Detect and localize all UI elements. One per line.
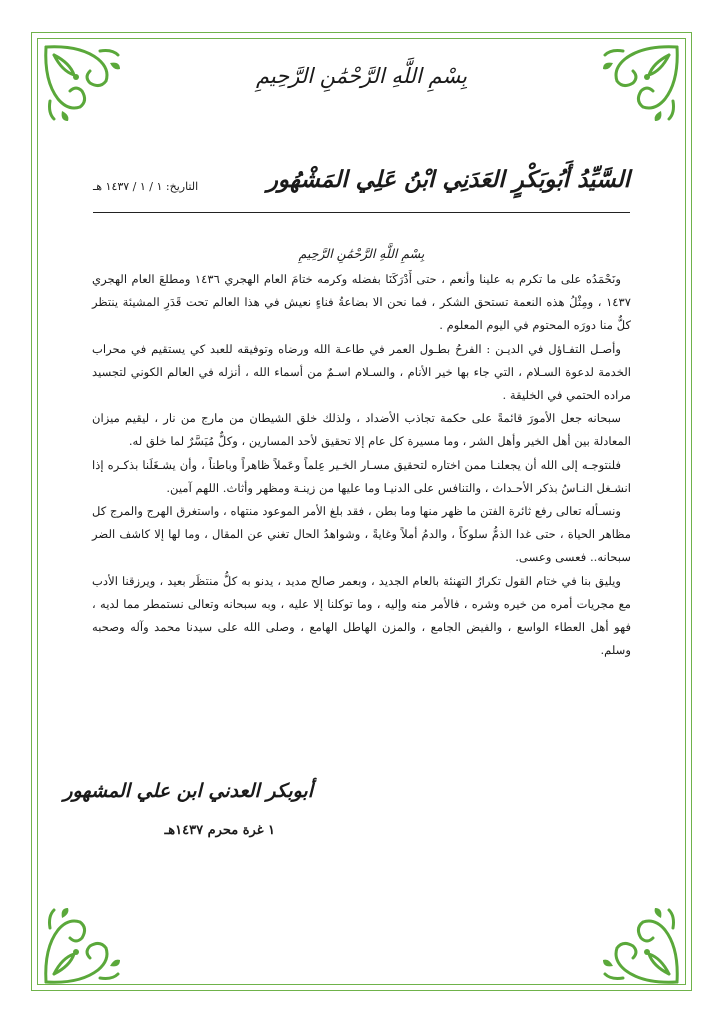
signature-date: ١ غرة محرم ١٤٣٧هـ	[164, 823, 275, 838]
letterhead	[93, 160, 630, 213]
basmala-heading: بِسْمِ اللَّهِ الرَّحْمَٰنِ الرَّحِيمِ	[255, 64, 468, 88]
basmala-small: بِسْمِ اللَّهِ الرَّحْمَٰنِ الرَّحِيمِ	[298, 246, 425, 261]
paragraph: وأصـل التفـاؤل في الديـن : الفرحُ بطـول العمر في طاعـة الله ورضاه وتوفيقه للعبد كي يستقيم في محراب الخدمة لدعوة السـلام ، التي جاء بها خير الأنام ، والسـلام اسـمٌ من أسماء الله ، أنزله في العالم الكوني لتجسيد مراده الحتمي في الخليقة .	[92, 341, 631, 402]
paragraph: سبحانه جعل الأمورَ قائمةً على حكمة تجاذب الأضداد ، ولذلك خلق الشيطان من مارج من نار ، ليقيم ميزان المعادلة بين أهل الخير وأهل الشر ، وما مسيرة كل عام إلا تحقيق لأحد المسارين ، وكلٌّ مُيَسَّرٌ لما خلق له.	[92, 411, 631, 448]
letter-body	[92, 268, 631, 662]
letterhead-date: التاريخ: ١ / ١ / ١٤٣٧ هـ	[93, 180, 199, 193]
paragraph: ونَحْمَدُه على ما تكرم به علينا وأنعم ، حتى أَدْرَكَنَا بفضله وكرمه ختامَ العام الهجري ١٤٣٦ ومطلعَ العام الهجري ١٤٣٧ ، ومِثْلُ هذه النعمة تستحق الشكر ، فما نحن الا بضاعةُ فناءٍ نعيش في هذا العالم تحت قَدَرِ المشيئة ينتظر كلٌّ منا دورَه المحتوم في اليوم المعلوم .	[92, 272, 631, 332]
paragraph: ونسـأله تعالى رفع ثائرة الفتن ما ظهر منها وما بطن ، فقد بلغ الأمر الموعود منتهاه ، واستغرق الهرج والمرج كل مظاهر الحياة ، حتى غدا الذمُّ سلوكاً ، والدمُ أملاً وغايةً ، وشواهدُ الحال تغني عن المقال ، وما لها إلا كاشف الضر سبحانه.. فعسى وعسى.	[92, 504, 631, 564]
corner-ornament-icon	[40, 904, 124, 988]
corner-ornament-icon	[599, 904, 683, 988]
letterhead-name: السَّيِّدُ أَبُوبَكْرٍ العَدَنِي ابْنُ عَلِي المَشْهُور	[266, 166, 630, 193]
signature: أبوبكر العدني ابن علي المشهور	[63, 780, 313, 802]
paragraph: ويليق بنا في ختام القول تكرارُ التهنئة بالعام الجديد ، وبعمر صالح مديد ، يدنو به كلُّ منتظَر بعيد ، ويرزقنا الأدب مع مجريات أمره من خيره وشره ، فالأمر منه وإليه ، وما توكلنا إلا عليه ، وبه سبحانه وتعالى نستمطر مما لديه ، فهو أهل العطاء الواسع ، والفيض الجامع ، والمزن الهاطل الهامع ، وصلى الله على سيدنا محمد وآله وصحبه وسلم.	[92, 573, 631, 657]
paragraph: فلنتوجـه إلى الله أن يجعلنـا ممن اختاره لتحقيق مسـار الخـير عِلماً وعَملاً ظاهراً وباطناً ، وأن يشـغَلَنا بذكـره إذا انشـغل النـاسُ بذكر الأحـداث ، والتنافس على الدنيـا وما عليها من زينـة ومظهر وأثاث. اللهم آمين.	[92, 457, 631, 495]
